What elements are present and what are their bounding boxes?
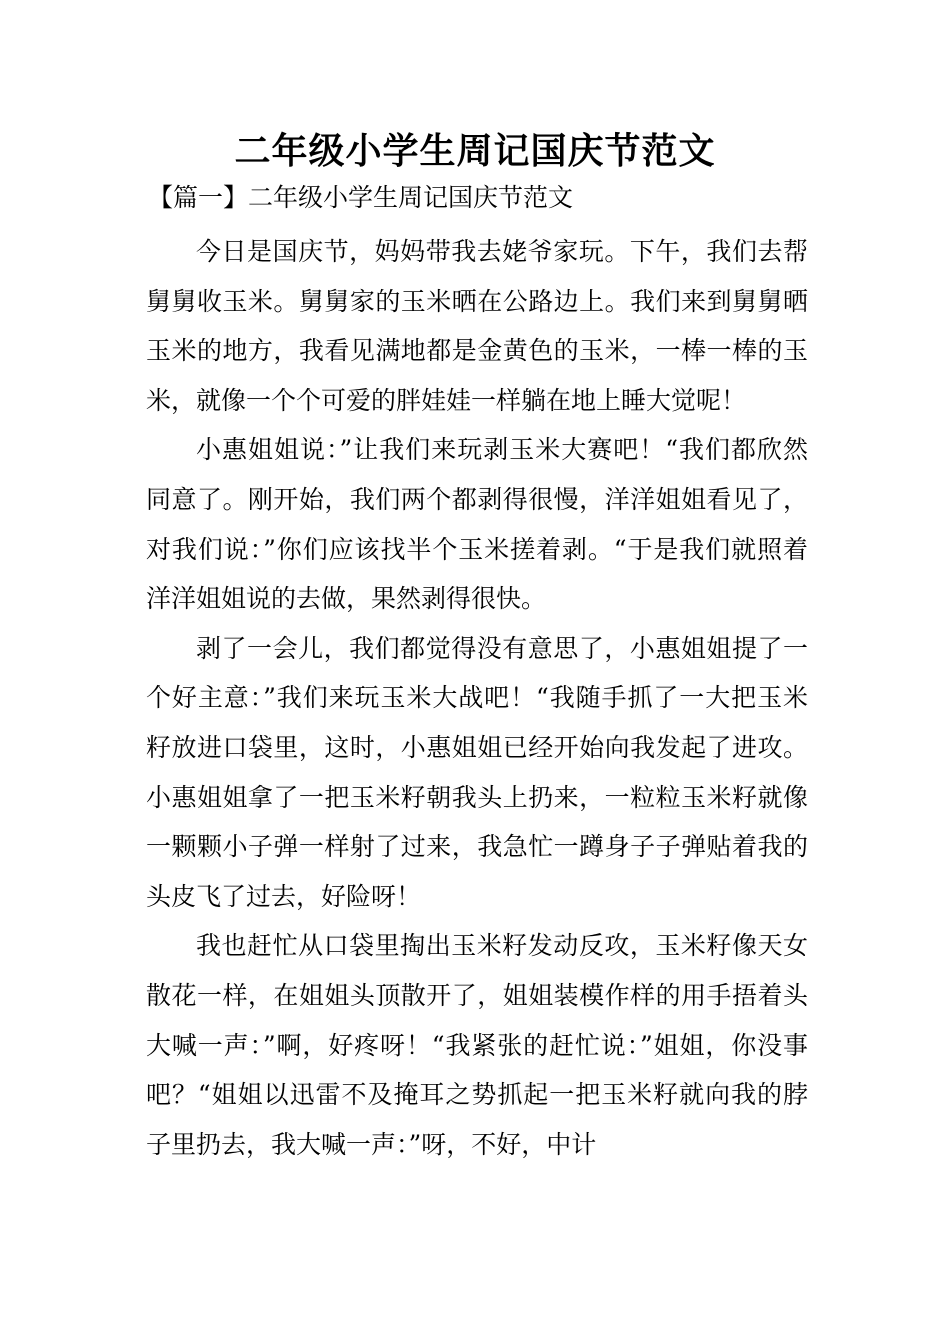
section-heading: 【篇一】二年级小学生周记国庆节范文 bbox=[148, 183, 574, 212]
paragraph: 剥了一会儿，我们都觉得没有意思了，小惠姐姐提了一个好主意：”我们来玩玉米大战吧！“我随手抓了一大把玉米籽放进口袋里，这时，小惠姐姐已经开始向我发起了进攻。小惠姐姐拿了一把玉米籽朝我头上扔来，一粒粒玉米籽就像一颗颗小子弹一样射了过来，我急忙一蹲身子子弹贴着我的头皮飞了过去，好险呀！ bbox=[146, 633, 808, 911]
paragraph: 小惠姐姐说：”让我们来玩剥玉米大赛吧！“我们都欣然同意了。刚开始，我们两个都剥得很慢，洋洋姐姐看见了，对我们说：”你们应该找半个玉米搓着剥。“于是我们就照着洋洋姐姐说的去做，果然剥得很快。 bbox=[146, 435, 808, 614]
document-title: 二年级小学生周记国庆节范文 bbox=[234, 130, 716, 172]
body-text bbox=[146, 227, 808, 1169]
paragraph: 我也赶忙从口袋里掏出玉米籽发动反攻，玉米籽像天女散花一样，在姐姐头顶散开了，姐姐装模作样的用手捂着头大喊一声：”啊，好疼呀！“我紧张的赶忙说：”姐姐，你没事吧？“姐姐以迅雷不及掩耳之势抓起一把玉米籽就向我的脖子里扔去，我大喊一声：”呀，不好，中计 bbox=[146, 931, 808, 1159]
paragraph: 今日是国庆节，妈妈带我去姥爷家玩。下午，我们去帮舅舅收玉米。舅舅家的玉米晒在公路边上。我们来到舅舅晒玉米的地方，我看见满地都是金黄色的玉米，一棒一棒的玉米，就像一个个可爱的胖娃娃一样躺在地上睡大觉呢！ bbox=[146, 237, 808, 415]
